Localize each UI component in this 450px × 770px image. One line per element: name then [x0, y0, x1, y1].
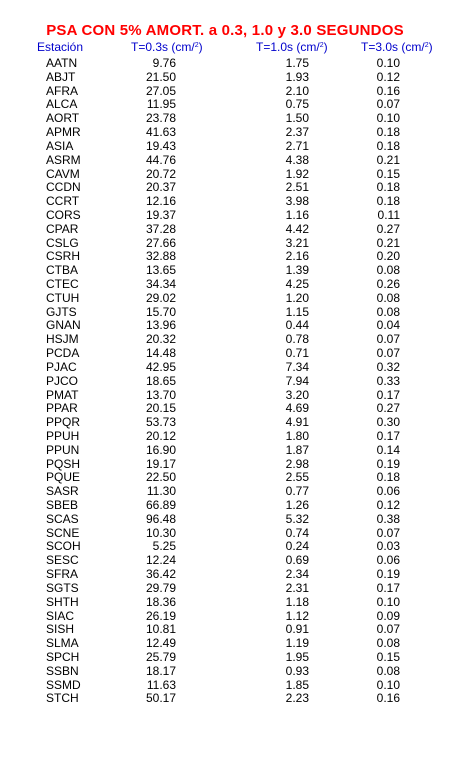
- station-cell: AATN: [46, 56, 78, 70]
- t30-cell: 0.18: [376, 180, 400, 195]
- table-row: [0, 402, 450, 416]
- table-row: [0, 168, 450, 182]
- t03-cell: 27.05: [145, 83, 176, 98]
- t30-cell: 0.27: [376, 401, 400, 416]
- t10-cell: 1.80: [285, 428, 309, 443]
- station-cell: SGTS: [46, 580, 79, 595]
- t10-cell: 1.19: [285, 636, 309, 651]
- t03-cell: 12.16: [145, 194, 176, 209]
- table-row: [0, 637, 450, 651]
- station-cell: GNAN: [46, 318, 81, 333]
- table-row: [0, 57, 450, 71]
- header-t30-text: T=3.0s (cm/: [361, 40, 425, 54]
- t03-cell: 26.19: [145, 608, 176, 623]
- station-cell: CTUH: [46, 290, 80, 305]
- t10-cell: 2.98: [285, 456, 309, 471]
- t30-cell: 0.30: [376, 415, 400, 430]
- t10-cell: 2.71: [285, 138, 309, 153]
- table-row: [0, 71, 450, 85]
- table-row: [0, 278, 450, 292]
- t30-cell: 0.17: [376, 387, 400, 402]
- t30-cell: 0.17: [376, 428, 400, 443]
- t30-cell: 0.06: [376, 484, 400, 499]
- t30-cell: 0.14: [376, 442, 400, 457]
- station-cell: SASR: [46, 484, 79, 499]
- station-cell: PPQR: [46, 415, 81, 430]
- table-row: [0, 610, 450, 624]
- station-cell: GJTS: [46, 304, 77, 319]
- table-row: [0, 444, 450, 458]
- station-cell: SISH: [46, 622, 75, 637]
- t03-cell: 44.76: [145, 152, 176, 167]
- t10-cell: 2.34: [285, 567, 309, 582]
- data-table: [0, 57, 450, 706]
- header-t10-text: T=1.0s (cm/: [256, 40, 320, 54]
- table-row: [0, 306, 450, 320]
- t10-cell: 1.87: [285, 442, 309, 457]
- t10-cell: 2.37: [285, 125, 309, 140]
- t03-cell: 29.02: [145, 290, 176, 305]
- header-t03-sup: 2: [194, 42, 199, 49]
- t10-cell: 2.51: [285, 180, 309, 195]
- station-cell: ASRM: [46, 152, 81, 167]
- station-cell: CAVM: [46, 166, 80, 181]
- t30-cell: 0.07: [376, 346, 400, 361]
- table-row: [0, 223, 450, 237]
- t03-cell: 16.90: [145, 442, 176, 457]
- t30-cell: 0.32: [376, 359, 400, 374]
- t10-cell: 2.23: [285, 691, 309, 706]
- page-title: PSA CON 5% AMORT. a 0.3, 1.0 y 3.0 SEGUNDOS: [46, 22, 404, 39]
- t03-cell: 20.15: [145, 401, 176, 416]
- t03-cell: 19.43: [145, 138, 176, 153]
- station-cell: CTEC: [46, 277, 79, 291]
- t30-cell: 0.08: [376, 263, 400, 278]
- t30-cell: 0.10: [376, 677, 400, 692]
- station-cell: ASIA: [46, 138, 74, 153]
- t10-cell: 1.95: [285, 649, 309, 664]
- table-row: [0, 665, 450, 679]
- header-t03-suffix: ): [198, 40, 203, 54]
- t10-cell: 1.26: [285, 498, 309, 512]
- t30-cell: 0.20: [376, 249, 400, 264]
- table-row: [0, 209, 450, 223]
- table-header: [0, 40, 450, 56]
- station-cell: SFRA: [46, 567, 79, 582]
- t30-cell: 0.26: [376, 277, 400, 291]
- t03-cell: 15.70: [145, 304, 176, 319]
- header-t30-sup: 2: [424, 42, 429, 49]
- station-cell: PCDA: [46, 346, 80, 361]
- t30-cell: 0.12: [376, 69, 400, 84]
- t10-cell: 0.78: [285, 332, 309, 347]
- station-cell: SLMA: [46, 636, 79, 651]
- t30-cell: 0.18: [376, 470, 400, 485]
- station-cell: STCH: [46, 691, 79, 706]
- table-row: [0, 375, 450, 389]
- station-cell: CPAR: [46, 221, 79, 236]
- table-row: [0, 651, 450, 665]
- header-t10-suffix: ): [323, 40, 328, 54]
- t03-cell: 13.70: [145, 387, 176, 402]
- t10-cell: 4.25: [285, 277, 309, 291]
- t30-cell: 0.17: [376, 580, 400, 595]
- t10-cell: 2.16: [285, 249, 309, 264]
- t30-cell: 0.16: [376, 691, 400, 706]
- t10-cell: 0.75: [285, 97, 309, 112]
- station-cell: AFRA: [46, 83, 79, 98]
- table-row: [0, 692, 450, 706]
- t30-cell: 0.16: [376, 83, 400, 98]
- t10-cell: 0.77: [285, 484, 309, 499]
- t03-cell: 37.28: [145, 221, 176, 236]
- table-row: [0, 181, 450, 195]
- t03-cell: 20.72: [145, 166, 176, 181]
- t10-cell: 1.16: [285, 207, 309, 222]
- station-cell: ALCA: [46, 97, 78, 112]
- table-row: [0, 430, 450, 444]
- t03-cell: 13.96: [145, 318, 176, 333]
- station-cell: SCOH: [46, 539, 81, 554]
- t03-cell: 20.37: [145, 180, 176, 195]
- t10-cell: 1.50: [285, 111, 309, 126]
- table-row: [0, 195, 450, 209]
- table-row: [0, 485, 450, 499]
- t30-cell: 0.38: [376, 511, 400, 526]
- table-row: [0, 112, 450, 126]
- t30-cell: 0.33: [376, 373, 400, 388]
- table-row: [0, 361, 450, 375]
- table-row: [0, 389, 450, 403]
- station-cell: ABJT: [46, 69, 76, 84]
- station-cell: SCNE: [46, 525, 80, 540]
- station-cell: CCRT: [46, 194, 80, 209]
- t10-cell: 1.75: [285, 56, 309, 70]
- table-row: [0, 499, 450, 513]
- t03-cell: 14.48: [145, 346, 176, 361]
- t10-cell: 1.85: [285, 677, 309, 692]
- t03-cell: 41.63: [145, 125, 176, 140]
- t10-cell: 4.69: [285, 401, 309, 416]
- station-cell: PMAT: [46, 387, 79, 402]
- table-row: [0, 333, 450, 347]
- t30-cell: 0.08: [376, 636, 400, 651]
- table-row: [0, 458, 450, 472]
- t10-cell: 7.94: [285, 373, 309, 388]
- t03-cell: 18.65: [145, 373, 176, 388]
- station-cell: SPCH: [46, 649, 80, 664]
- table-row: [0, 264, 450, 278]
- table-row: [0, 140, 450, 154]
- t03-cell: 96.48: [145, 511, 176, 526]
- t10-cell: 0.93: [285, 663, 309, 678]
- t30-cell: 0.12: [376, 498, 400, 512]
- table-row: [0, 582, 450, 596]
- t03-cell: 50.17: [145, 691, 176, 706]
- table-row: [0, 237, 450, 251]
- station-cell: PPUH: [46, 428, 80, 443]
- t30-cell: 0.08: [376, 290, 400, 305]
- t03-cell: 20.32: [145, 332, 176, 347]
- table-row: [0, 416, 450, 430]
- station-cell: CORS: [46, 207, 81, 222]
- t10-cell: 4.38: [285, 152, 309, 167]
- t10-cell: 3.20: [285, 387, 309, 402]
- station-cell: PJAC: [46, 359, 77, 374]
- t30-cell: 0.18: [376, 138, 400, 153]
- table-row: [0, 568, 450, 582]
- station-cell: PQSH: [46, 456, 81, 471]
- t30-cell: 0.21: [376, 235, 400, 250]
- t03-cell: 5.25: [152, 539, 176, 554]
- table-row: [0, 347, 450, 361]
- t03-cell: 11.30: [146, 484, 176, 499]
- t30-cell: 0.07: [376, 622, 400, 637]
- t03-cell: 27.66: [145, 235, 176, 250]
- t03-cell: 18.17: [145, 663, 176, 678]
- t03-cell: 13.65: [145, 263, 176, 278]
- t10-cell: 3.98: [285, 194, 309, 209]
- t30-cell: 0.11: [377, 207, 400, 222]
- t30-cell: 0.03: [376, 539, 400, 554]
- t03-cell: 10.30: [145, 525, 176, 540]
- t30-cell: 0.08: [376, 663, 400, 678]
- table-row: [0, 126, 450, 140]
- table-row: [0, 596, 450, 610]
- t03-cell: 12.24: [145, 553, 176, 568]
- t10-cell: 1.93: [285, 69, 309, 84]
- t10-cell: 4.42: [285, 221, 309, 236]
- header-t03: [131, 40, 203, 54]
- t03-cell: 23.78: [145, 111, 176, 126]
- station-cell: SCAS: [46, 511, 79, 526]
- t03-cell: 18.36: [145, 594, 176, 609]
- t03-cell: 53.73: [145, 415, 176, 430]
- table-row: [0, 85, 450, 99]
- station-cell: HSJM: [46, 332, 79, 347]
- t30-cell: 0.18: [376, 125, 400, 140]
- t30-cell: 0.07: [376, 332, 400, 347]
- station-cell: SSMD: [46, 677, 81, 692]
- table-row: [0, 679, 450, 693]
- t10-cell: 4.91: [285, 415, 309, 430]
- station-cell: SIAC: [46, 608, 75, 623]
- table-row: [0, 292, 450, 306]
- t03-cell: 19.17: [145, 456, 176, 471]
- t03-cell: 32.88: [145, 249, 176, 264]
- header-station: Estación: [37, 40, 84, 54]
- t30-cell: 0.15: [376, 166, 400, 181]
- t10-cell: 1.15: [285, 304, 309, 319]
- t30-cell: 0.04: [376, 318, 400, 333]
- table-row: [0, 623, 450, 637]
- t10-cell: 3.21: [285, 235, 309, 250]
- t30-cell: 0.10: [376, 111, 400, 126]
- header-t03-text: T=0.3s (cm/: [131, 40, 195, 54]
- t10-cell: 5.32: [285, 511, 309, 526]
- t30-cell: 0.09: [376, 608, 400, 623]
- t03-cell: 34.34: [145, 277, 176, 291]
- table-row: [0, 513, 450, 527]
- station-cell: CSLG: [46, 235, 79, 250]
- station-cell: PPAR: [46, 401, 78, 416]
- station-cell: SSBN: [46, 663, 79, 678]
- t10-cell: 1.12: [285, 608, 309, 623]
- table-row: [0, 527, 450, 541]
- station-cell: AORT: [46, 111, 80, 126]
- t03-cell: 25.79: [145, 649, 176, 664]
- t10-cell: 0.69: [285, 553, 309, 568]
- t03-cell: 11.63: [146, 677, 176, 692]
- t10-cell: 1.39: [285, 263, 309, 278]
- t03-cell: 29.79: [145, 580, 176, 595]
- t10-cell: 1.92: [285, 166, 309, 181]
- t30-cell: 0.08: [376, 304, 400, 319]
- t30-cell: 0.27: [376, 221, 400, 236]
- t30-cell: 0.19: [376, 456, 400, 471]
- table-row: [0, 471, 450, 485]
- t30-cell: 0.06: [376, 553, 400, 568]
- t10-cell: 0.24: [285, 539, 309, 554]
- t03-cell: 42.95: [145, 359, 176, 374]
- t03-cell: 66.89: [145, 498, 176, 512]
- header-t30: [361, 40, 433, 54]
- header-t10-sup: 2: [319, 42, 324, 49]
- station-cell: CSRH: [46, 249, 81, 264]
- t30-cell: 0.21: [376, 152, 400, 167]
- t10-cell: 0.74: [285, 525, 309, 540]
- t30-cell: 0.15: [376, 649, 400, 664]
- t10-cell: 1.18: [285, 594, 309, 609]
- table-row: [0, 154, 450, 168]
- table-row: [0, 540, 450, 554]
- table-row: [0, 98, 450, 112]
- t10-cell: 2.55: [285, 470, 309, 485]
- t30-cell: 0.10: [376, 594, 400, 609]
- table-row: [0, 250, 450, 264]
- station-cell: PPUN: [46, 442, 80, 457]
- t30-cell: 0.19: [376, 567, 400, 582]
- t10-cell: 0.91: [285, 622, 309, 637]
- t03-cell: 22.50: [145, 470, 176, 485]
- t30-cell: 0.07: [376, 525, 400, 540]
- station-cell: APMR: [46, 125, 81, 140]
- t03-cell: 11.95: [146, 97, 176, 112]
- header-t10: [256, 40, 328, 54]
- station-cell: SHTH: [46, 594, 79, 609]
- t30-cell: 0.07: [376, 97, 400, 112]
- t10-cell: 7.34: [285, 359, 309, 374]
- t03-cell: 19.37: [145, 207, 176, 222]
- t10-cell: 2.10: [285, 83, 309, 98]
- t03-cell: 36.42: [145, 567, 176, 582]
- t10-cell: 1.20: [285, 290, 309, 305]
- station-cell: CCDN: [46, 180, 81, 195]
- table-row: [0, 554, 450, 568]
- t03-cell: 10.81: [145, 622, 176, 637]
- t03-cell: 9.76: [152, 56, 176, 70]
- t10-cell: 0.71: [285, 346, 309, 361]
- t10-cell: 0.44: [285, 318, 309, 333]
- t03-cell: 21.50: [145, 69, 176, 84]
- station-cell: PJCO: [46, 373, 79, 388]
- t30-cell: 0.18: [376, 194, 400, 209]
- t03-cell: 20.12: [145, 428, 176, 443]
- t30-cell: 0.10: [376, 56, 400, 70]
- table-row: [0, 319, 450, 333]
- header-t30-suffix: ): [428, 40, 433, 54]
- t10-cell: 2.31: [285, 580, 309, 595]
- station-cell: PQUE: [46, 470, 81, 485]
- station-cell: CTBA: [46, 263, 79, 278]
- station-cell: SBEB: [46, 498, 79, 512]
- t03-cell: 12.49: [145, 636, 176, 651]
- station-cell: SESC: [46, 553, 79, 568]
